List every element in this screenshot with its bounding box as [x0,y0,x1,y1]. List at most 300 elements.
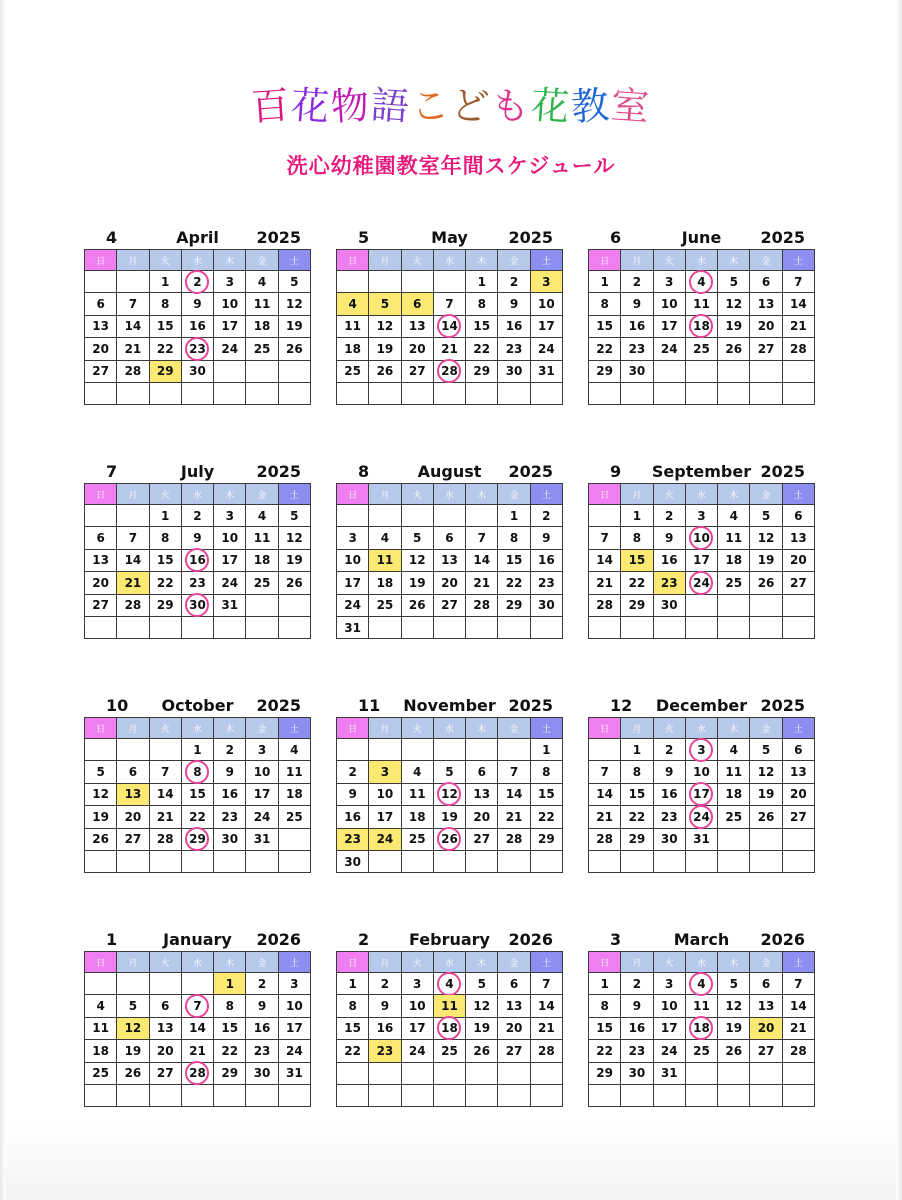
day-cell [589,828,621,850]
day-cell [466,995,498,1017]
day-cell [750,315,782,337]
day-number: 30 [537,598,555,613]
weekday-header: 土 [782,718,814,739]
day-number: 20 [757,319,775,334]
day-number: 9 [542,531,551,546]
week-row [589,973,815,995]
day-cell [782,1040,814,1062]
day-cell [214,315,246,337]
empty-cell [369,1084,401,1106]
day-number: 26 [473,1043,491,1058]
day-cell [782,973,814,995]
day-cell-holiday [530,271,562,293]
day-number: 23 [660,809,678,824]
empty-cell [782,382,814,404]
day-cell [85,1040,117,1062]
day-number: 25 [253,575,271,590]
week-row [337,572,563,594]
month-year: 2025 [760,696,805,715]
day-number: 30 [628,1066,646,1081]
empty-cell [621,616,653,638]
month-number: 9 [610,462,622,481]
day-cell [530,293,562,315]
day-cell [278,315,310,337]
week-row [85,1017,311,1039]
empty-cell [433,616,465,638]
day-number: 22 [596,341,613,356]
empty-cell [181,382,213,404]
day-number: 17 [693,553,710,568]
day-number: 12 [437,782,461,806]
day-number: 11 [344,319,361,334]
day-cell [369,783,401,805]
day-number: 30 [221,832,239,847]
day-number: 24 [537,341,555,356]
day-number: 12 [92,787,109,802]
empty-cell [85,973,117,995]
month-calendar-october [84,696,311,873]
week-row [85,1040,311,1062]
day-number: 15 [156,553,174,568]
week-row [85,828,311,850]
day-cell [149,315,181,337]
day-cell [181,505,213,527]
empty-cell [782,616,814,638]
day-number: 4 [257,508,267,523]
day-number: 25 [693,1043,710,1058]
day-number: 26 [92,832,109,847]
day-number: 9 [193,531,202,546]
month-name: January [163,930,232,949]
week-row [85,806,311,828]
day-number: 25 [344,364,361,379]
day-cell [85,783,117,805]
empty-cell [149,616,181,638]
day-number: 25 [285,809,303,824]
day-cell [589,293,621,315]
day-number: 25 [376,598,394,613]
day-number: 15 [189,787,206,802]
week-row [337,973,563,995]
day-cell [369,973,401,995]
day-number: 5 [761,508,771,523]
empty-cell [782,1062,814,1084]
day-cell [369,995,401,1017]
empty-cell [589,1084,621,1106]
empty-cell [433,850,465,872]
month-year: 2025 [760,462,805,481]
day-cell [530,594,562,616]
day-cell-lesson [433,973,465,995]
day-number: 12 [408,553,426,568]
day-number: 6 [96,531,105,546]
day-cell [589,1017,621,1039]
weekday-header: 木 [718,250,750,271]
logo-char: こ [409,82,453,130]
empty-cell [369,1062,401,1084]
day-cell [214,549,246,571]
day-number: 22 [537,809,555,824]
empty-cell [530,850,562,872]
day-cell-lesson [685,315,717,337]
day-cell [85,1062,117,1084]
weekday-header: 水 [181,952,213,973]
empty-cell [214,616,246,638]
day-cell [369,360,401,382]
day-cell [466,806,498,828]
day-cell-holiday [337,293,369,315]
weekday-header: 金 [246,484,278,505]
day-cell [85,360,117,382]
day-cell [653,505,685,527]
day-cell [337,850,369,872]
day-number: 20 [441,575,458,590]
empty-cell [369,616,401,638]
day-number: 1 [632,508,642,523]
weekday-header: 木 [718,952,750,973]
day-cell [498,1040,530,1062]
month-grid [588,483,815,639]
day-cell [653,1062,685,1084]
empty-cell [530,1062,562,1084]
empty-cell [181,616,213,638]
day-cell [433,293,465,315]
day-cell [433,338,465,360]
day-cell [782,338,814,360]
day-cell [782,783,814,805]
empty-cell [498,850,530,872]
empty-cell [466,1062,498,1084]
weekday-header: 金 [246,718,278,739]
week-row [85,271,311,293]
day-number: 31 [221,598,239,613]
day-cell-lesson [685,1017,717,1039]
day-cell [117,806,149,828]
day-cell [530,505,562,527]
day-number: 25 [725,575,743,590]
day-number: 1 [225,976,234,991]
day-cell [278,271,310,293]
day-cell [621,783,653,805]
day-number: 15 [156,319,174,334]
day-number: 11 [408,787,426,802]
weekday-header: 水 [433,484,465,505]
day-number: 19 [441,809,458,824]
month-calendar-february [336,930,563,1107]
school-logo [0,76,902,136]
day-cell [85,527,117,549]
week-row [85,527,311,549]
week-row [589,505,815,527]
month-name: December [655,696,748,715]
day-number: 13 [124,787,142,802]
day-cell [214,338,246,360]
day-number: 17 [285,1021,303,1036]
day-cell [750,806,782,828]
day-number: 24 [253,809,271,824]
day-number: 11 [441,999,458,1014]
day-cell [278,505,310,527]
day-number: 8 [600,999,609,1014]
empty-cell [750,616,782,638]
empty-cell [433,505,465,527]
weekday-header: 水 [181,718,213,739]
empty-cell [117,382,149,404]
day-number: 2 [380,976,390,991]
week-row [85,338,311,360]
day-number: 23 [537,575,555,590]
empty-cell [466,739,498,761]
empty-cell [246,594,278,616]
day-cell [621,338,653,360]
day-cell [498,828,530,850]
day-cell [214,505,246,527]
day-number: 10 [344,553,361,568]
week-row [589,761,815,783]
day-cell [401,1017,433,1039]
day-cell-holiday [149,360,181,382]
empty-cell [718,1084,750,1106]
day-number: 5 [128,999,138,1014]
day-cell [278,527,310,549]
day-cell [278,549,310,571]
day-number: 29 [156,364,174,379]
day-cell [589,572,621,594]
day-cell [718,572,750,594]
day-number: 4 [257,274,267,289]
day-cell [214,995,246,1017]
day-number: 26 [725,341,743,356]
weekday-header: 金 [750,484,782,505]
day-cell [718,549,750,571]
day-cell [750,549,782,571]
empty-cell [685,360,717,382]
day-number: 13 [789,765,807,780]
weekday-header: 水 [181,250,213,271]
day-number: 14 [505,787,523,802]
day-number: 25 [253,341,271,356]
day-number: 12 [725,999,743,1014]
empty-cell [750,360,782,382]
day-number: 8 [542,765,551,780]
month-calendar-july [84,462,311,639]
weekday-header: 火 [653,952,685,973]
weekday-header: 土 [530,718,562,739]
day-cell [530,338,562,360]
day-number: 28 [537,1043,555,1058]
weekday-header: 水 [181,484,213,505]
day-number: 22 [505,575,523,590]
day-number: 19 [725,1021,743,1036]
month-header [84,462,311,483]
day-number: 10 [376,787,394,802]
day-number: 13 [156,1021,174,1036]
day-number: 11 [693,297,710,312]
week-row [337,360,563,382]
day-cell [498,293,530,315]
day-number: 31 [693,832,710,847]
day-cell [278,293,310,315]
day-number: 3 [225,508,234,523]
day-cell [466,271,498,293]
day-cell [466,360,498,382]
day-number: 17 [376,809,394,824]
day-number: 15 [344,1021,361,1036]
day-cell [718,806,750,828]
day-number: 29 [505,598,523,613]
day-number: 15 [596,319,613,334]
empty-cell [433,739,465,761]
weekday-header: 月 [369,250,401,271]
month-grid [336,483,563,639]
day-cell [685,761,717,783]
day-number: 22 [473,341,491,356]
day-cell-holiday [117,783,149,805]
day-number: 10 [253,765,271,780]
day-cell [337,973,369,995]
logo-char: 花 [289,82,333,130]
day-cell [149,995,181,1017]
day-cell [466,761,498,783]
week-row [589,527,815,549]
empty-cell [685,616,717,638]
day-number: 22 [221,1043,239,1058]
week-row [85,1084,311,1106]
day-cell [782,315,814,337]
week-row [85,761,311,783]
month-header [84,696,311,717]
day-cell [401,973,433,995]
day-cell [337,995,369,1017]
week-row [337,995,563,1017]
day-number: 7 [600,531,609,546]
empty-cell [337,1062,369,1084]
day-cell [149,1062,181,1084]
week-row [85,783,311,805]
day-cell [782,271,814,293]
day-cell [653,293,685,315]
week-row [589,1084,815,1106]
day-number: 10 [693,765,710,780]
day-number: 16 [344,809,361,824]
day-number: 1 [600,274,609,289]
day-number: 30 [344,854,361,869]
weekday-header: 木 [214,250,246,271]
week-row [589,850,815,872]
empty-cell [718,360,750,382]
empty-cell [278,616,310,638]
day-cell-holiday [750,1017,782,1039]
day-cell [278,995,310,1017]
day-cell [718,505,750,527]
empty-cell [653,360,685,382]
day-cell [117,338,149,360]
empty-cell [401,850,433,872]
day-number: 13 [757,999,775,1014]
weekday-header: 木 [214,952,246,973]
day-number: 2 [225,742,234,757]
day-cell [718,271,750,293]
day-cell [85,572,117,594]
day-number: 23 [185,337,209,361]
day-cell-holiday [117,572,149,594]
day-cell [653,338,685,360]
day-cell [782,761,814,783]
day-number: 11 [253,531,271,546]
day-cell [278,973,310,995]
day-number: 3 [380,765,390,780]
day-cell [498,360,530,382]
day-number: 28 [789,341,807,356]
week-row [85,1062,311,1084]
day-number: 5 [290,274,299,289]
day-cell [214,828,246,850]
day-cell [466,315,498,337]
empty-cell [653,850,685,872]
empty-cell [85,271,117,293]
month-name: June [681,228,722,247]
day-cell [782,505,814,527]
weekday-header: 水 [685,484,717,505]
day-number: 5 [380,297,390,312]
empty-cell [750,1062,782,1084]
empty-cell [782,360,814,382]
week-row [85,850,311,872]
weekday-header: 火 [149,952,181,973]
empty-cell [498,616,530,638]
month-name: May [431,228,468,247]
day-number: 29 [537,832,555,847]
month-header [588,696,815,717]
day-number: 28 [124,598,142,613]
day-cell [498,1017,530,1039]
empty-cell [85,505,117,527]
day-number: 4 [689,972,713,996]
day-number: 7 [445,297,454,312]
empty-cell [369,505,401,527]
day-cell-lesson [181,594,213,616]
day-number: 30 [628,364,646,379]
day-number: 2 [185,270,209,294]
empty-cell [117,271,149,293]
month-calendar-august [336,462,563,639]
empty-cell [621,850,653,872]
day-number: 10 [408,999,426,1014]
day-number: 31 [344,620,361,635]
day-number: 5 [729,274,738,289]
day-cell [181,360,213,382]
day-number: 27 [473,832,491,847]
month-grid [336,951,563,1107]
day-cell [433,806,465,828]
empty-cell [750,828,782,850]
day-cell [466,293,498,315]
day-number: 20 [156,1043,174,1058]
empty-cell [653,616,685,638]
day-number: 18 [285,787,303,802]
empty-cell [750,594,782,616]
day-cell [149,338,181,360]
weekday-header: 日 [337,250,369,271]
day-number: 4 [729,742,738,757]
day-number: 2 [632,274,642,289]
weekday-header: 水 [685,718,717,739]
day-cell-holiday [653,572,685,594]
day-cell [85,1017,117,1039]
weekday-header: 日 [589,952,621,973]
week-row [337,806,563,828]
day-number: 18 [725,553,743,568]
